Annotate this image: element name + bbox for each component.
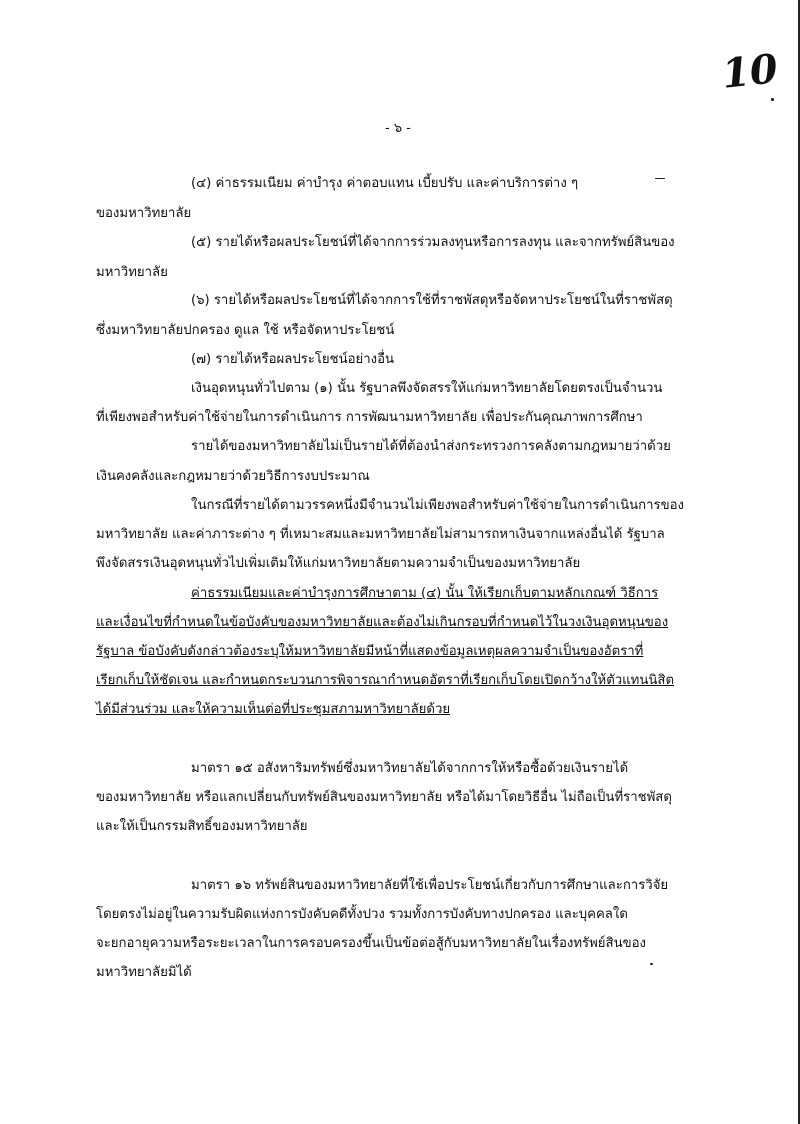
section-15-line: มาตรา ๑๕ อสังหาริมทรัพย์ซึ่งมหาวิทยาลัยได้จากการให้หรือซื้อด้วยเงินรายได้ [191, 761, 629, 776]
paragraph-line: ของมหาวิทยาลัย หรือแลกเปลี่ยนกับทรัพย์สินของมหาวิทยาลัย หรือได้มาโดยวิธีอื่น ไม่ถือเป็นที่ราชพัสดุ [96, 790, 672, 805]
ink-speck [655, 178, 665, 179]
paragraph-line: (๖) รายได้หรือผลประโยชน์ที่ได้จากการใช้ที่ราชพัสดุหรือจัดหาประโยชน์ในที่ราชพัสดุ [191, 293, 673, 308]
underlined-paragraph-line: และเงื่อนไขที่กำหนดในข้อบังคับของมหาวิทยาลัยและต้องไม่เกินกรอบที่กำหนดไว้ในวงเงินอุดหนุนของ [96, 615, 669, 630]
paragraph-line: เงินอุดหนุนทั่วไปตาม (๑) นั้น รัฐบาลพึงจัดสรรให้แก่มหาวิทยาลัยโดยตรงเป็นจำนวน [191, 381, 663, 396]
page-number: - ๖ - [385, 121, 411, 136]
underlined-paragraph-line: ค่าธรรมเนียมและค่าบำรุงการศึกษาตาม (๔) นั้น ให้เรียกเก็บตามหลักเกณฑ์ วิธีการ [191, 586, 659, 601]
underlined-paragraph-line: รัฐบาล ข้อบังคับดังกล่าวต้องระบุให้มหาวิทยาลัยมีหน้าที่แสดงข้อมูลเหตุผลความจำเป็นของอัตราที่ [96, 644, 644, 659]
ink-speck [650, 963, 653, 965]
paragraph-line: ที่เพียงพอสำหรับค่าใช้จ่ายในการดำเนินการ การพัฒนามหาวิทยาลัย เพื่อประกันคุณภาพการศึกษา [96, 410, 643, 425]
paragraph-line: มหาวิทยาลัย และค่าภาระต่าง ๆ ที่เหมาะสมและมหาวิทยาลัยไม่สามารถหาเงินจากแหล่งอื่นได้ รัฐบาล [96, 527, 665, 542]
paragraph-line: (๔) ค่าธรรมเนียม ค่าบำรุง ค่าตอบแทน เบี้ยปรับ และค่าบริการต่าง ๆ [191, 176, 579, 191]
underlined-paragraph-line: เรียกเก็บให้ชัดเจน และกำหนดกระบวนการพิจารณากำหนดอัตราที่เรียกเก็บโดยเปิดกว้างให้ตัวแทนนิสิต [96, 673, 675, 688]
underlined-paragraph-line: ได้มีส่วนร่วม และให้ความเห็นต่อที่ประชุมสภามหาวิทยาลัยด้วย [96, 702, 451, 717]
paragraph-line: ซึ่งมหาวิทยาลัยปกครอง ดูแล ใช้ หรือจัดหาประโยชน์ [96, 323, 395, 338]
paragraph-line: (๗) รายได้หรือผลประโยชน์อย่างอื่น [191, 352, 395, 367]
paragraph-line: และให้เป็นกรรมสิทธิ์ของมหาวิทยาลัย [96, 819, 308, 834]
paragraph-line: ในกรณีที่รายได้ตามวรรคหนึ่งมีจำนวนไม่เพียงพอสำหรับค่าใช้จ่ายในการดำเนินการของ [191, 498, 684, 513]
section-16-line: มาตรา ๑๖ ทรัพย์สินของมหาวิทยาลัยที่ใช้เพื่อประโยชน์เกี่ยวกับการศึกษาและการวิจัย [191, 878, 669, 893]
ink-speck [771, 98, 774, 101]
paragraph-line: จะยกอายุความหรือระยะเวลาในการครอบครองขึ้นเป็นข้อต่อสู้กับมหาวิทยาลัยในเรื่องทรัพย์สินของ [96, 936, 646, 951]
paragraph-line: โดยตรงไม่อยู่ในความรับผิดแห่งการบังคับคดีทั้งปวง รวมทั้งการบังคับทางปกครอง และบุคคลใด [96, 907, 628, 922]
paragraph-line: พึงจัดสรรเงินอุดหนุนทั่วไปเพิ่มเติมให้แก่มหาวิทยาลัยตามความจำเป็นของมหาวิทยาลัย [96, 556, 581, 571]
paragraph-line: ของมหาวิทยาลัย [96, 206, 192, 221]
paragraph-line: มหาวิทยาลัยมิได้ [96, 965, 192, 980]
paragraph-line: รายได้ของมหาวิทยาลัยไม่เป็นรายได้ที่ต้องนำส่งกระทรวงการคลังตามกฎหมายว่าด้วย [191, 439, 671, 454]
paragraph-line: เงินคงคลังและกฎหมายว่าด้วยวิธีการงบประมาณ [96, 469, 370, 484]
paragraph-line: (๕) รายได้หรือผลประโยชน์ที่ได้จากการร่วมลงทุนหรือการลงทุน และจากทรัพย์สินของ [191, 235, 675, 250]
paragraph-line: มหาวิทยาลัย [96, 265, 168, 280]
handwritten-page-mark: 10 [719, 45, 780, 98]
